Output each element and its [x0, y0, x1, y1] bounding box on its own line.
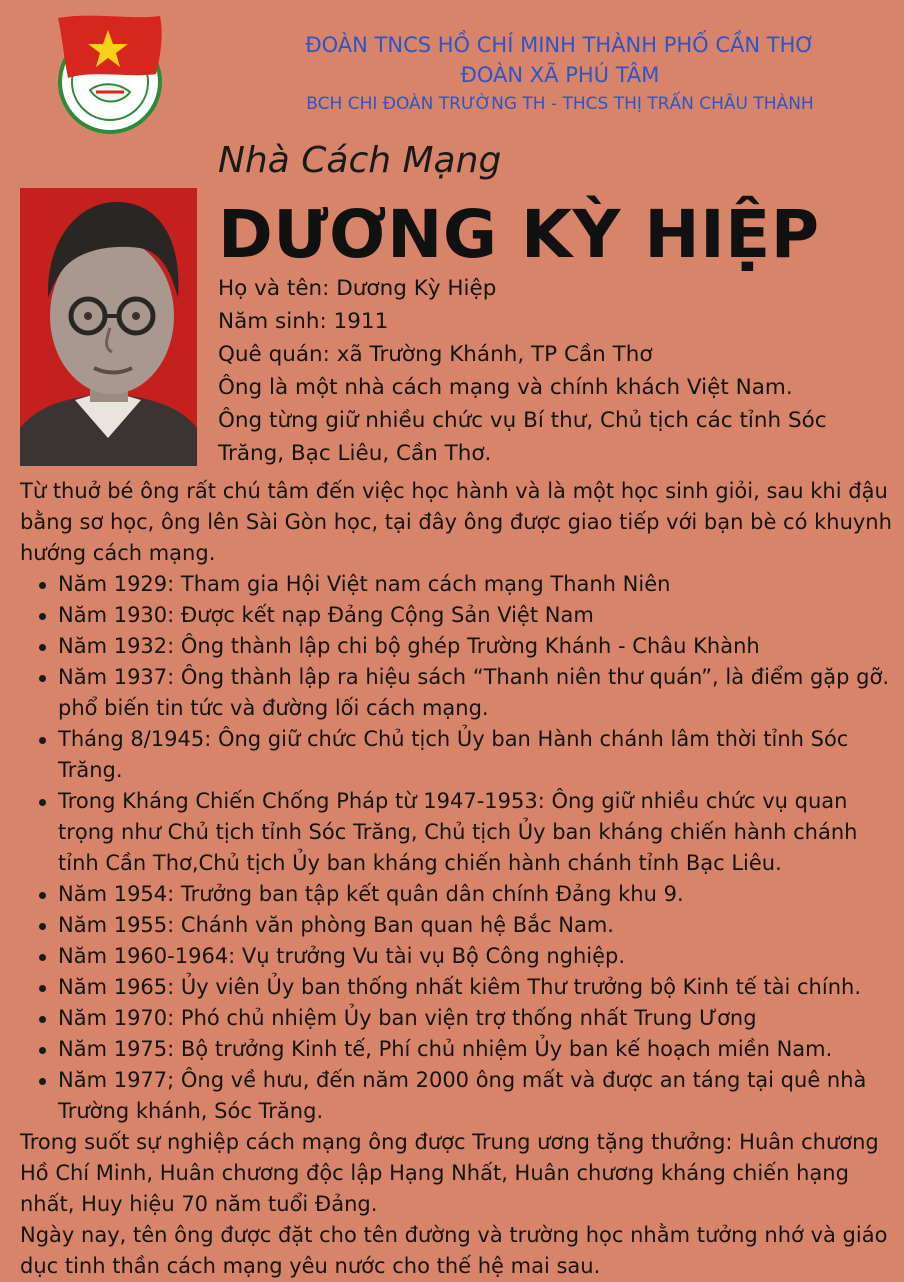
events-list — [20, 569, 892, 1127]
list-item: Năm 1965: Ủy viên Ủy ban thống nhất kiêm Thư trưởng bộ Kinh tế tài chính. — [58, 972, 892, 1003]
list-item: Năm 1977; Ông về hưu, đến năm 2000 ông mất và được an táng tại quê nhà Trường khánh, Sóc Trăng. — [58, 1065, 892, 1127]
list-item: Năm 1970: Phó chủ nhiệm Ủy ban viện trợ thống nhất Trung Ương — [58, 1003, 892, 1034]
list-item: Năm 1937: Ông thành lập ra hiệu sách “Thanh niên thư quán”, là điểm gặp gỡ. phổ biến tin tức và đường lối cách mạng. — [58, 662, 892, 724]
header-line-1: ĐOÀN TNCS HỒ CHÍ MINH THÀNH PHỐ CẦN THƠ — [305, 33, 815, 57]
bio-line: Ông là một nhà cách mạng và chính khách Việt Nam. — [218, 375, 793, 400]
list-item: Tháng 8/1945: Ông giữ chức Chủ tịch Ủy ban Hành chánh lâm thời tỉnh Sóc Trăng. — [58, 724, 892, 786]
bio-line: Trăng, Bạc Liêu, Cần Thơ. — [218, 441, 492, 466]
bio-line: Quê quán: xã Trường Khánh, TP Cần Thơ — [218, 342, 653, 367]
awards-paragraph: Trong suốt sự nghiệp cách mạng ông được Trung ương tặng thưởng: Huân chương Hồ Chí Minh, Huân chương độc lập Hạng Nhất, Huân chương kháng chiến hạng nhất, Huy hiệu 70 năm tuổi Đảng. — [20, 1130, 879, 1216]
intro-paragraph: Từ thuở bé ông rất chú tâm đến việc học hành và là một học sinh giỏi, sau khi đậu bằng sơ học, ông lên Sài Gòn học, tại đây ông được giao tiếp với bạn bè có khuynh hướng cách mạng. — [20, 479, 892, 565]
list-item: Năm 1960-1964: Vụ trưởng Vu tài vụ Bộ Công nghiệp. — [58, 941, 892, 972]
main-content — [20, 476, 892, 1282]
list-item: Năm 1954: Trưởng ban tập kết quân dân chính Đảng khu 9. — [58, 879, 892, 910]
list-item: Trong Kháng Chiến Chống Pháp từ 1947-1953: Ông giữ nhiều chức vụ quan trọng như Chủ tịch tỉnh Sóc Trăng, Chủ tịch Ủy ban kháng chiến hành chánh tỉnh Cần Thơ,Chủ tịch Ủy ban kháng chiến hành chánh tỉnh Bạc Liêu. — [58, 786, 892, 879]
portrait-photo — [20, 188, 197, 466]
header-line-3: BCH CHI ĐOÀN TRƯỜNG TH - THCS THỊ TRẤN CHÂU THÀNH — [306, 94, 814, 114]
list-item: Năm 1955: Chánh văn phòng Ban quan hệ Bắc Nam. — [58, 910, 892, 941]
organization-header — [230, 30, 890, 118]
list-item: Năm 1932: Ông thành lập chi bộ ghép Trường Khánh - Châu Khành — [58, 631, 892, 662]
bio-line: Họ và tên: Dương Kỳ Hiệp — [218, 276, 497, 301]
bio-line: Năm sinh: 1911 — [218, 309, 389, 334]
bio-line: Ông từng giữ nhiều chức vụ Bí thư, Chủ tịch các tỉnh Sóc — [218, 408, 827, 433]
list-item: Năm 1975: Bộ trưởng Kinh tế, Phí chủ nhiệm Ủy ban kế hoạch miền Nam. — [58, 1034, 892, 1065]
bio-block — [218, 272, 898, 470]
subtitle: Nhà Cách Mạng — [218, 140, 502, 181]
youth-union-logo — [52, 12, 168, 136]
legacy-paragraph: Ngày nay, tên ông được đặt cho tên đường và trường học nhằm tưởng nhớ và giáo dục tinh thần cách mạng yêu nước cho thế hệ mai sau. — [20, 1223, 888, 1278]
list-item: Năm 1929: Tham gia Hội Việt nam cách mạng Thanh Niên — [58, 569, 892, 600]
header-line-2: ĐOÀN XÃ PHÚ TÂM — [460, 63, 660, 87]
person-name: DƯƠNG KỲ HIỆP — [218, 196, 820, 273]
list-item: Năm 1930: Được kết nạp Đảng Cộng Sản Việt Nam — [58, 600, 892, 631]
